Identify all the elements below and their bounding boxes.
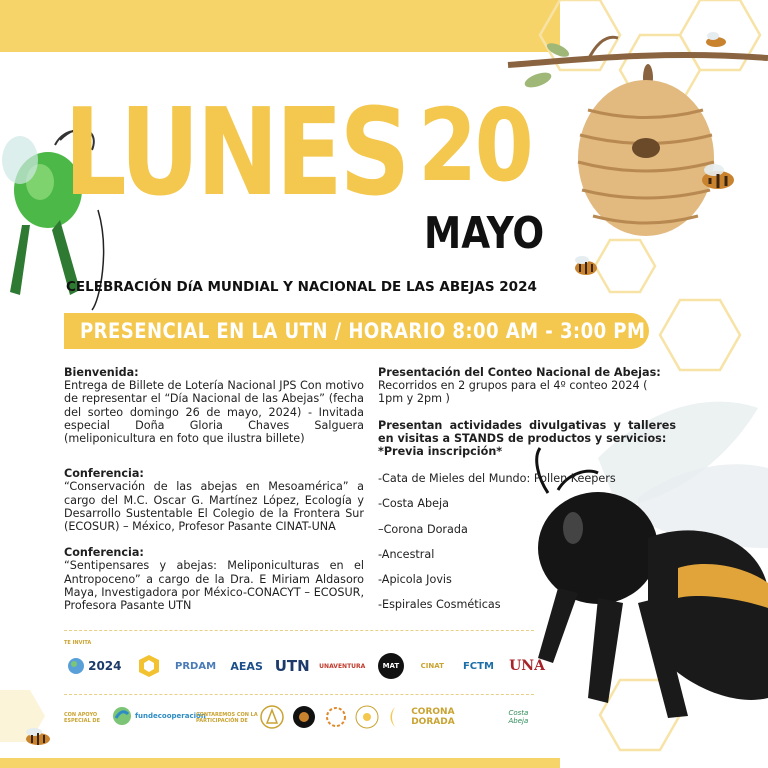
logo-cinat: CINAT — [420, 662, 444, 670]
logo-corona-dorada: CORONA DORADA — [411, 707, 455, 727]
divider — [64, 694, 534, 695]
event-subtitle: CELEBRACIÓN DíA MUNDIAL Y NACIONAL DE LAS ABEJAS 2024 — [66, 279, 537, 295]
conference-2-text: “Sentipensares y abejas: Meliponiculturas en el Antropoceno” a cargo de la Dra. E Miriam Aldasoro Maya, Investigadora por México-CONACYT – ECOSUR, Profesora Pasante UTN — [64, 559, 364, 613]
participation-label: CONTAREMOS CON LA PARTICIPACIÓN DE — [196, 712, 258, 724]
bee-count-text: Recorridos en 2 grupos para el 4º conteo 2024 ( 1pm y 2pm ) — [378, 379, 648, 406]
schedule-banner — [64, 313, 649, 349]
program-right-column — [378, 366, 676, 611]
globe-icon — [67, 657, 85, 675]
bottom-band — [0, 758, 560, 768]
support-label: CON APOYO ESPECIAL DE — [64, 712, 100, 724]
welcome-text: Entrega de Billete de Lotería Nacional JPS Con motivo de representar el “Día Nacional de las Abejas” (fecha del sorteo domingo 26 de mayo, 2024) - Invitada especial Doña Gloria Chaves Salguera (meliponicultura en foto que ilustra billete) — [64, 379, 365, 446]
top-band — [0, 0, 560, 52]
logo-unaventura: UNAVENTURA — [319, 662, 366, 670]
stand-item: -Costa Abeja — [378, 497, 449, 511]
logo-costa-abeja: Costa Abeja — [508, 709, 529, 725]
logo-espirales-icon — [324, 705, 348, 729]
title-weekday: LUNES — [64, 84, 408, 223]
leaf-icon — [112, 706, 132, 726]
logo-2024: 2024 — [64, 657, 125, 675]
logo-hexagon — [137, 654, 162, 678]
participant-logos — [260, 704, 550, 730]
stand-item: -Apicola Jovis — [378, 573, 452, 587]
logo-mat: MAT — [376, 653, 405, 679]
logo-corona-icon — [387, 705, 403, 729]
divider — [64, 630, 534, 631]
logo-prdam: PRDAM — [175, 660, 217, 672]
tiny-bee-illustration — [20, 726, 56, 750]
invite-label: TE INVITA — [64, 640, 92, 646]
conference-1-heading: Conferencia: — [64, 467, 144, 481]
registration-note: *Previa inscripción* — [378, 445, 503, 459]
logo-fundecooperacion: fundecooperación — [112, 706, 206, 726]
organizer-logos — [64, 650, 544, 682]
schedule-banner-text: PRESENCIAL EN LA UTN / HORARIO 8:00 AM - 3:00 PM — [80, 319, 646, 343]
logo-una: UNA — [509, 658, 545, 674]
logo-apicola-icon — [292, 705, 316, 729]
small-bee-illustration — [568, 252, 604, 282]
stands-heading: Presentan actividades divulgativas y talleres en visitas a STANDS de productos y servicios: — [378, 418, 676, 445]
title-day: 20 — [418, 87, 532, 204]
hexagon-icon — [138, 654, 160, 678]
title-month: MAYO — [424, 208, 545, 259]
welcome-heading: Bienvenida: — [64, 366, 139, 379]
conference-2-heading: Conferencia: — [64, 546, 144, 560]
stand-item: -Cata de Mieles del Mundo: Pollen Keepers — [378, 472, 616, 486]
program-left-column — [64, 366, 364, 612]
logo-ancestral-icon — [260, 705, 284, 729]
stand-item: -Ancestral — [378, 547, 435, 561]
logo-utn: UTN — [274, 657, 310, 675]
conference-1-text: “Conservación de las abejas en Mesoamérica” a cargo del M.C. Oscar G. Martínez López, Ecología y Desarrollo Sustentable El Colegio de la Frontera Sur (ECOSUR) – México, Profesor Pasante CINAT-UNA — [64, 480, 364, 534]
bee-count-heading: Presentación del Conteo Nacional de Abejas: — [378, 366, 661, 379]
logo-fctm: FCTM — [462, 660, 494, 672]
stand-item: –Corona Dorada — [378, 522, 468, 536]
logo-pollen-icon — [355, 705, 379, 729]
logo-aeas: AEAS — [230, 659, 263, 673]
stand-item: -Espirales Cosméticas — [378, 598, 501, 612]
